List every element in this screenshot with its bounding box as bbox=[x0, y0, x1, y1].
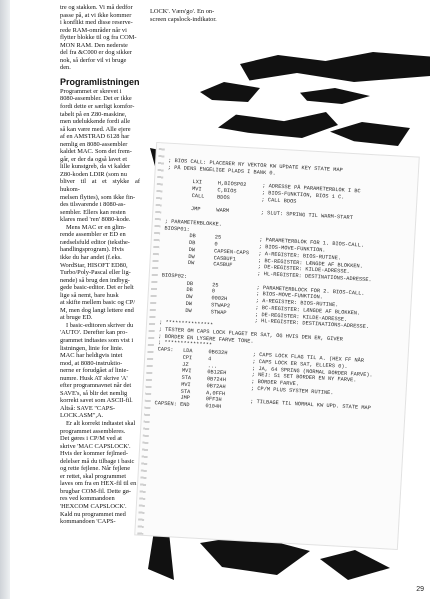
page-edge-strip bbox=[0, 0, 10, 599]
section-heading: Programlistningen bbox=[60, 76, 140, 87]
assembler-listing: ; BIOS CALL: PLACERER NY VEKTOR KW UPDATE KEY STATE MAP ; PÅ DENS ENGELIGE PLADS I BANK 0. LXI H,BIOSP02 ; ADRESSE PÅ PARAMETERBLOK I BC MVI C,BIOS ; BIOS-FUNKTION, BIOS 1 C. CALL BDOS ; CALL BDOS JMP WARM ; SLUT: SPRING TIL WARM-START ; PARAMETERBLOKKE. BIOSP01: DB 25 ; PARAMETERBLOK FOR 1. BIOS-CALL. DB 0 ; BIOS-MOVE-FUNKTION. DW CAPSEN-CAPS ; A-REGISTER: BIOS-RUTINE. DW CASBUF1 ; BC-REGISTER: LÆNGDE AF BLOKKEN. DW CASBUF ; DE-REGISTER: KILDE-ADRESSE. ; HL-REGISTER: DESTINATIONS-ADRESSE. BIOSP02: DB 25 ; PARAMETERBLOCK FOR 2. BIOS-CALL. DB 0 ; BIOS-MOVE-FUNKTION. DW 0002H ; A-REGISTER: BIOS-RUTINE. DW STWAP2 ; BC-REGISTER: LÆNGDE AF BLOKKEN. DW STWAP ; DE-REGISTER: KILDE-ADRESSE. ; HL-REGISTER: DESTINATIONS-ADRESSE. ; *************** ; TESTER OM CAPS LOCK FLAGET ER SAT, OG HVIS DEN ER, GIVER ; BORDER EN LYSERE FARVE TONE. ; *************** CAPS: LDA 0B632H ; CAPS LOCK FLAG TIL A. (HEX FF NÅR CPI 4 ; CAPS LOCK ER SAT, ELLERS 0). JZ ... ; JA, 64 SPRING (NORMAL BORDER FARVE). MVI 0B12EH ; NEJ: 51 SET BORDER EN NY FARVE. STA 0B724H ; BORDER FARVE. MVI 0B72AH ; CP/M PLUS SYSTEM RUTINE. STA A,0FFH JMP 0FF3H ; TILBAGE TIL NORMAL KW UPD. STATE MAP CAPSEN: END 0104H bbox=[154, 157, 373, 412]
body-paragraph-3: I basic-editoren skriver du 'AUTO'. Derefter kan pro- grammet indtastes som vist i listningen, linie for linie. MAC har heldigvis intet mod, at 8080-instruktio- nerne er forudgået af linie- numre. Husk AT skrive 'A' efter programnavnet når det SAVE's, så blir det nemlig korrekt savet som ASCII-fil. Altså: SAVE "CAPS- LOCK.ASM",A. bbox=[60, 321, 134, 420]
intro-paragraph: tre og stakken. Vi må dedfor passe på, at vi ikke kommer i konflikt med disse reserve- rede RAM-områder når vi flytter blokke til og fra COM- MON RAM. Den nederste del fra &C000 er dog sikker nok, så derfor vil vi bruge den. bbox=[60, 4, 137, 72]
torn-shard-2 bbox=[200, 82, 260, 102]
body-paragraph-2: Mens MAC er en glim- rende assembler er ED en rædselsfuld editor (teksthe- handlingsprogram). Hvis ikke du har andet (f.eks. WordStar, HISOFT ED80, Turbo/Poly-Pascal eller lig- nende) så brug den indbyg- gede basic-editor. Det er helt lige så nemt, bare husk at skifte mellem basic og CP/ M, men dog langt lettere end at bruge ED. bbox=[60, 223, 136, 322]
body-paragraph-4: Er alt korrekt indtastet skal programmet assembleres. Det gøres i CP/M ved at skrive 'MAC CAPSLOCK'. Hvis der kommer fejlmed- delelser må du tilbage i basic og rette fejlene. Når fejlene er rettet, skal programmet laves om fra en HEX-fil til en brugbar COM-fil. Dette gø- res ved kommandoen 'HEXCOM CAPSLOCK'. Kald nu programmet med kommandoen 'CAPS- bbox=[60, 419, 137, 526]
program-listing-printout bbox=[135, 143, 418, 549]
torn-shard-1 bbox=[240, 52, 430, 82]
page-number: 29 bbox=[416, 586, 424, 593]
torn-shard-4 bbox=[218, 112, 338, 138]
torn-shard-5 bbox=[330, 122, 410, 146]
article-right-column-top: LOCK'. Værs'go'. En on- screen capslock-indikator. bbox=[150, 8, 217, 23]
article-left-column bbox=[60, 4, 140, 526]
body-paragraph-1: Programmet er skrevet i 8080-assembler. Det er ikke fordi dette er særligt komfor- tabelt på en Z80-maskine, men udelukkende fordi alle så kan være med. Alle ejere af en AMSTRAD 6128 har nemlig en 8080-assembler kaldet MAC. Som det frem- går, er der da også lavet et lille kunstgreb, da vi kalder Z80-koden LDIR (som nu bliver til at et stykke af hukom- melsen flyttes), som ikke fin- des tilsvarende i 8080-as- sembler. Ellers kan resten klares med 'ren' 8080-kode. bbox=[60, 87, 140, 224]
torn-shard-10 bbox=[320, 550, 390, 580]
torn-shard-3 bbox=[300, 88, 370, 104]
